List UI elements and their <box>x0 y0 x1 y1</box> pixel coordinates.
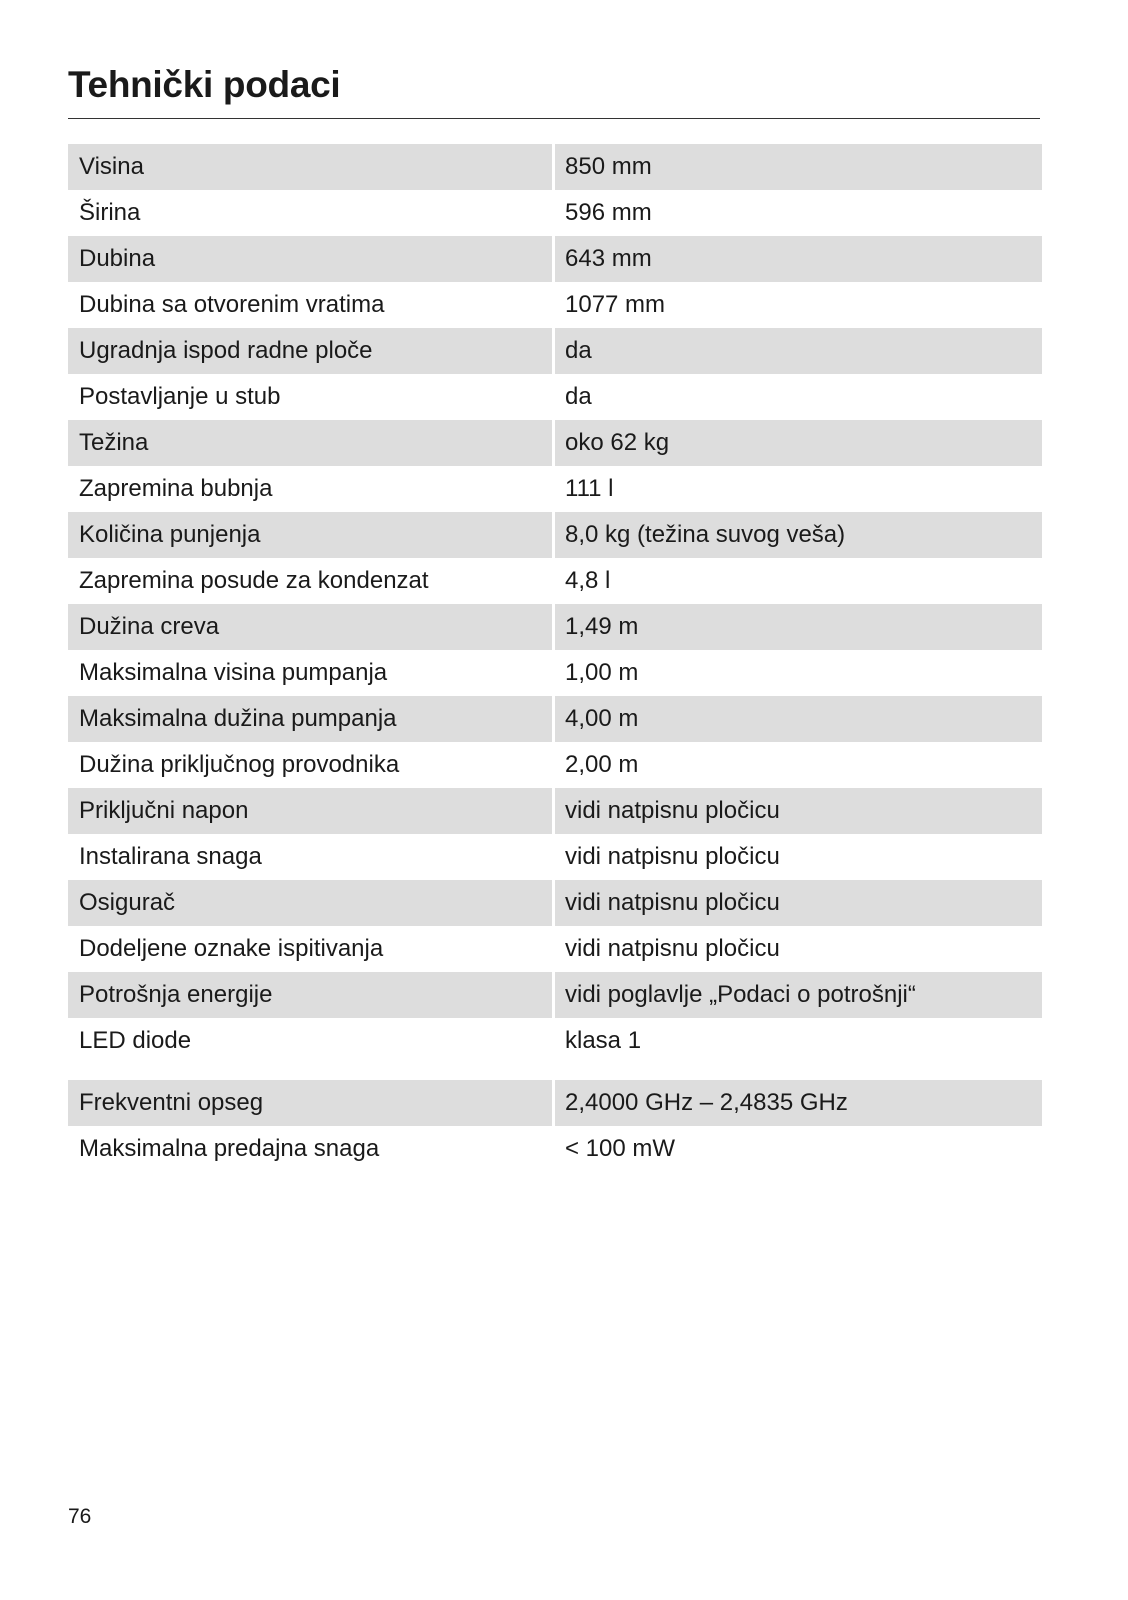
table-row <box>68 604 1042 650</box>
spec-value: < 100 mW <box>565 1135 676 1162</box>
spec-value: 1,49 m <box>555 604 1042 650</box>
table-row <box>68 236 1042 282</box>
table-row <box>68 466 1042 512</box>
spec-label: Visina <box>68 144 555 190</box>
table-row <box>68 972 1042 1018</box>
spec-value: 1077 mm <box>565 291 666 318</box>
spec-value: 643 mm <box>555 236 1042 282</box>
spec-value: 850 mm <box>555 144 1042 190</box>
page-number: 76 <box>68 1505 92 1528</box>
spec-label: Količina punjenja <box>68 512 555 558</box>
spec-label: Širina <box>68 190 555 236</box>
table-row <box>68 926 1042 972</box>
spec-label: Priključni napon <box>68 788 555 834</box>
page-title: Tehnički podaci <box>68 64 341 105</box>
table-row <box>68 144 1042 190</box>
table-row <box>68 834 1042 880</box>
spec-value: da <box>555 328 1042 374</box>
spec-value: da <box>565 383 592 410</box>
spec-label: Maksimalna visina pumpanja <box>68 650 555 696</box>
spec-label: Maksimalna predajna snaga <box>68 1126 555 1172</box>
spec-value: 8,0 kg (težina suvog veša) <box>555 512 1042 558</box>
spec-value: vidi natpisnu pločicu <box>555 788 1042 834</box>
spec-value: vidi natpisnu pločicu <box>565 843 780 870</box>
spec-value: vidi natpisnu pločicu <box>555 880 1042 926</box>
spec-value: 4,00 m <box>555 696 1042 742</box>
spec-label: Dubina <box>68 236 555 282</box>
table-row <box>68 512 1042 558</box>
spec-value: vidi natpisnu pločicu <box>565 935 780 962</box>
spec-label: Potrošnja energije <box>68 972 555 1018</box>
spec-label: Dubina sa otvorenim vratima <box>68 282 555 328</box>
spec-label: Frekventni opseg <box>68 1080 555 1126</box>
spec-label: Težina <box>68 420 555 466</box>
spec-label: Osigurač <box>68 880 555 926</box>
spec-label: Maksimalna dužina pumpanja <box>68 696 555 742</box>
spec-value: oko 62 kg <box>555 420 1042 466</box>
spec-value: 2,4000 GHz – 2,4835 GHz <box>555 1080 1042 1126</box>
table-row <box>68 696 1042 742</box>
table-row <box>68 558 1042 604</box>
spec-label: Instalirana snaga <box>68 834 555 880</box>
table-row <box>68 1018 1042 1064</box>
spec-value: 111 l <box>565 475 614 502</box>
spec-value: 596 mm <box>565 199 652 226</box>
table-row <box>68 282 1042 328</box>
spec-value: vidi poglavlje „Podaci o potrošnji“ <box>555 972 1042 1018</box>
spec-label: Dodeljene oznake ispitivanja <box>68 926 555 972</box>
spec-label: Zapremina bubnja <box>68 466 555 512</box>
spec-label: Dužina creva <box>68 604 555 650</box>
title-divider <box>68 118 1040 119</box>
spec-table-main <box>68 144 1042 1064</box>
table-row <box>68 420 1042 466</box>
spec-value: 1,00 m <box>565 659 639 686</box>
spec-label: Ugradnja ispod radne ploče <box>68 328 555 374</box>
spec-value: 4,8 l <box>565 567 611 594</box>
spec-table-wireless <box>68 1080 1042 1172</box>
table-row <box>68 880 1042 926</box>
spec-label: Zapremina posude za kondenzat <box>68 558 555 604</box>
spec-value: 2,00 m <box>565 751 639 778</box>
table-row <box>68 1126 1042 1172</box>
spec-label: Postavljanje u stub <box>68 374 555 420</box>
table-row <box>68 374 1042 420</box>
spec-label: Dužina priključnog provodnika <box>68 742 555 788</box>
spec-value: klasa 1 <box>565 1027 642 1054</box>
spec-label: LED diode <box>68 1018 555 1064</box>
table-row <box>68 328 1042 374</box>
table-row <box>68 650 1042 696</box>
table-row <box>68 190 1042 236</box>
table-row <box>68 788 1042 834</box>
table-row <box>68 1080 1042 1126</box>
table-row <box>68 742 1042 788</box>
